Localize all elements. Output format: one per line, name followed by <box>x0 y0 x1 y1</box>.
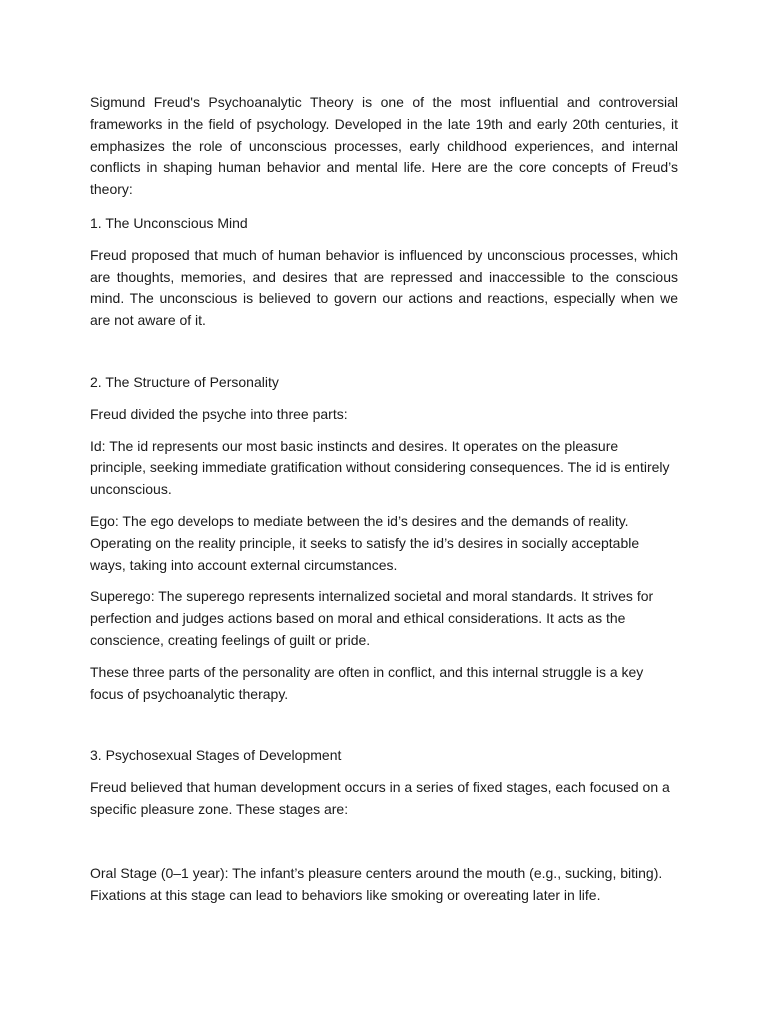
psychosexual-lead-paragraph: Freud believed that human development occurs in a series of fixed stages, each focused on a specific pleasure zone. These stages are: <box>90 779 670 817</box>
conflict-paragraph: These three parts of the personality are often in conflict, and this internal struggle is a key focus of psychoanalytic therapy. <box>90 663 644 702</box>
section-heading-psychosexual-stages: 3. Psychosexual Stages of Development <box>90 747 342 764</box>
ego-paragraph: Ego: The ego develops to mediate between the id’s desires and the demands of reality. Operating on the reality principle, it seeks to satisfy the id’s desires in socially acceptable ways, taking into account external circumstances. <box>90 512 640 573</box>
structure-lead-paragraph: Freud divided the psyche into three parts: <box>90 405 348 422</box>
section-heading-unconscious-mind: 1. The Unconscious Mind <box>90 214 248 231</box>
section-heading-structure-of-personality: 2. The Structure of Personality <box>90 373 279 390</box>
oral-stage-paragraph: Oral Stage (0–1 year): The infant’s pleasure centers around the mouth (e.g., sucking, biting). Fixations at this stage can lead to behaviors like smoking or overeating later in life. <box>90 864 663 903</box>
id-paragraph: Id: The id represents our most basic instincts and desires. It operates on the pleasure principle, seeking immediate gratification without considering consequences. The id is entirely unconscious. <box>90 437 670 498</box>
document-page <box>90 92 678 916</box>
superego-paragraph: Superego: The superego represents internalized societal and moral standards. It strives for perfection and judges actions based on moral and ethical considerations. It acts as the conscience, creating feelings of guilt or pride. <box>90 588 654 648</box>
unconscious-mind-paragraph: Freud proposed that much of human behavior is influenced by unconscious processes, which are thoughts, memories, and desires that are repressed and inaccessible to the conscious mind. The unconscious is believed to govern our actions and reactions, especially when we are not aware of it. <box>90 246 678 329</box>
intro-paragraph: Sigmund Freud's Psychoanalytic Theory is one of the most influential and controversial frameworks in the field of psychology. Developed in the late 19th and early 20th centuries, it emphasizes the role of unconscious processes, early childhood experiences, and internal conflicts in shaping human behavior and mental life. Here are the core concepts of Freud’s theory: <box>90 94 678 198</box>
